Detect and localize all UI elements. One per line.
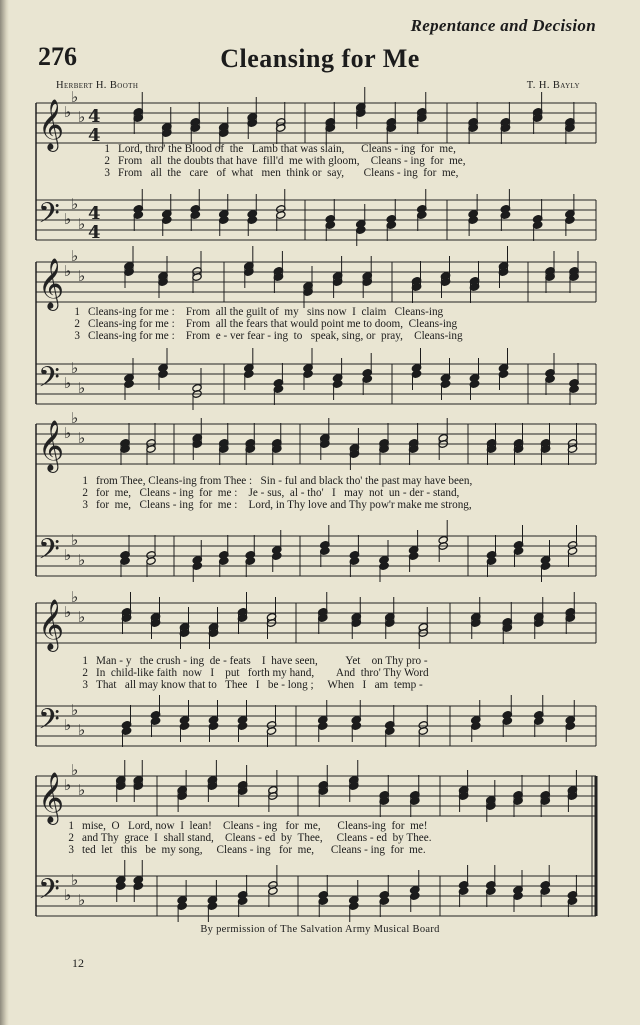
treble-clef: 𝄞: [38, 599, 65, 650]
section-title: Repentance and Decision: [410, 16, 596, 35]
flat-sign: ♭: [78, 551, 86, 569]
flat-sign: ♭: [78, 721, 86, 739]
lyric-line: 1 Man - y the crush - ing de - feats I have seen, Yet on Thy pro -: [82, 655, 428, 667]
treble-clef: 𝄞: [38, 99, 65, 150]
flat-sign: ♭: [71, 359, 79, 377]
treble-clef: 𝄞: [38, 772, 65, 823]
lyric-line: 1 from Thee, Cleans-ing from Thee : Sin - ful and black tho' the past may have been,: [82, 475, 473, 487]
flat-sign: ♭: [64, 546, 72, 564]
hymn-title: Cleansing for Me: [220, 44, 420, 73]
flat-sign: ♭: [64, 262, 72, 280]
flat-sign: ♭: [78, 429, 86, 447]
flat-sign: ♭: [71, 409, 79, 427]
flat-sign: ♭: [78, 608, 86, 626]
bass-clef: 𝄢: [38, 703, 60, 743]
hymn-number: 276: [38, 42, 77, 71]
flat-sign: ♭: [78, 781, 86, 799]
lyric-line: 2 Cleans-ing for me : From all the fears that would point me to doom, Cleans-ing: [74, 318, 458, 330]
flat-sign: ♭: [71, 701, 79, 719]
flat-sign: ♭: [71, 761, 79, 779]
flat-sign: ♭: [71, 531, 79, 549]
flat-sign: ♭: [64, 374, 72, 392]
lyric-line: 2 From all the doubts that have fill'd me with gloom, Cleans - ing for me,: [104, 155, 466, 167]
bass-clef: 𝄢: [38, 361, 60, 401]
treble-clef: 𝄞: [38, 420, 65, 471]
flat-sign: ♭: [78, 267, 86, 285]
flat-sign: ♭: [71, 247, 79, 265]
flat-sign: ♭: [78, 108, 86, 126]
flat-sign: ♭: [64, 886, 72, 904]
page-number: 12: [72, 956, 84, 970]
flat-sign: ♭: [71, 871, 79, 889]
treble-clef: 𝄞: [38, 258, 65, 309]
flat-sign: ♭: [64, 776, 72, 794]
flat-sign: ♭: [71, 195, 79, 213]
flat-sign: ♭: [78, 891, 86, 909]
lyric-line: 3 ted let this be my song, Cleans - ing for me, Cleans - ing for me.: [68, 844, 426, 856]
lyric-line: 2 In child-like faith now I put forth my hand, And thro' Thy Word: [82, 667, 429, 679]
flat-sign: ♭: [64, 424, 72, 442]
lyric-line: 2 and Thy grace I shall stand, Cleans - ed by Thee, Cleans - ed by Thee.: [68, 832, 432, 844]
flat-sign: ♭: [64, 603, 72, 621]
lyric-line: 1 Lord, thro' the Blood of the Lamb that was slain, Cleans - ing for me,: [104, 143, 456, 155]
bass-clef: 𝄢: [38, 873, 60, 913]
time-signature: 4: [88, 106, 101, 127]
time-signature: 4: [88, 125, 101, 146]
time-signature: 4: [88, 203, 101, 224]
composer-credit: T. H. Bayly: [526, 80, 580, 91]
flat-sign: ♭: [71, 588, 79, 606]
lyric-line: 3 for me, Cleans - ing for me : Lord, in Thy love and Thy pow'r make me strong,: [82, 499, 472, 511]
lyric-line: 3 That all may know that to Thee I be - long ; When I am temp -: [82, 679, 423, 691]
flat-sign: ♭: [64, 716, 72, 734]
flat-sign: ♭: [64, 103, 72, 121]
author-credit: Herbert H. Booth: [56, 80, 139, 91]
flat-sign: ♭: [64, 210, 72, 228]
lyric-line: 1 mise, O Lord, now I lean! Cleans - ing for me, Cleans-ing for me!: [68, 820, 428, 832]
copyright-credit: By permission of The Salvation Army Musical Board: [200, 924, 440, 935]
lyric-line: 2 for me, Cleans - ing for me : Je - sus, al - tho' I may not un - der - stand,: [82, 487, 460, 499]
lyric-line: 3 From all the care of what men think or say, Cleans - ing for me,: [104, 167, 459, 179]
lyric-line: 3 Cleans-ing for me : From e - ver fear - ing to speak, sing, or pray, Cleans-ing: [74, 330, 463, 342]
flat-sign: ♭: [78, 379, 86, 397]
flat-sign: ♭: [71, 88, 79, 106]
bass-clef: 𝄢: [38, 197, 60, 237]
bass-clef: 𝄢: [38, 533, 60, 573]
flat-sign: ♭: [78, 215, 86, 233]
lyric-line: 1 Cleans-ing for me : From all the guilt of my sins now I claim Cleans-ing: [74, 306, 444, 318]
time-signature: 4: [88, 222, 101, 243]
